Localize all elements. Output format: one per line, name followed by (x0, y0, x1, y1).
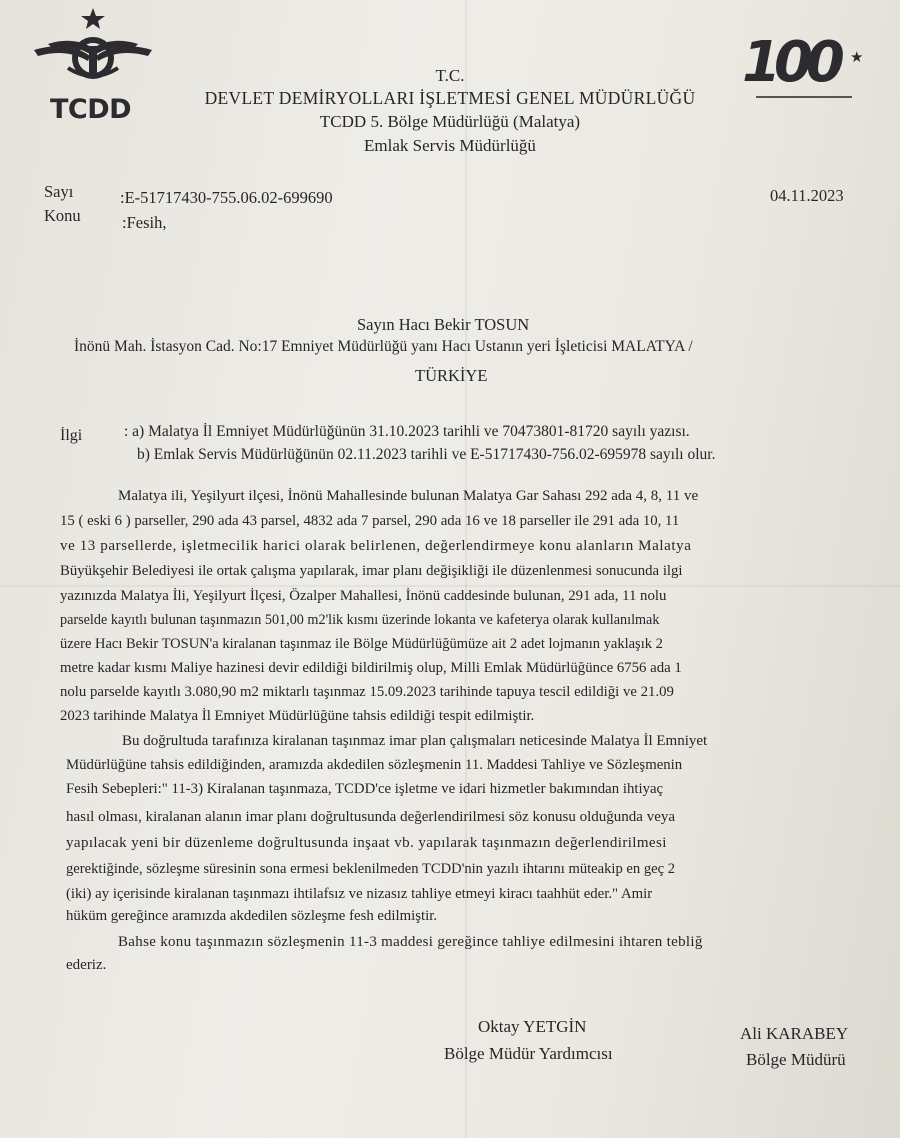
star-icon: ★ (850, 50, 864, 66)
ilgi-item-b: b) Emlak Servis Müdürlüğünün 02.11.2023 tarihli ve E-51717430-756.02-695978 sayılı olur. (137, 446, 716, 463)
paragraph-line: (iki) ay içerisinde kiralanan taşınmazı ihtilafsız ve nizasız tahliye etmeyi kiracı taahhüt eder." Amir (66, 886, 653, 902)
paragraph-line: parselde kayıtlı bulunan taşınmazın 501,00 m2'lik kısmı üzerinde lokanta ve kafeterya olarak kullanılmak (60, 612, 660, 628)
paragraph-line: ve 13 parsellerde, işletmecilik harici olarak belirlenen, değerlendirmeye konu alanların Malatya (60, 538, 692, 554)
paragraph-line: gerektiğinde, sözleşme süresinin sona ermesi beklenilmeden TCDD'nin yazılı ihtarını müteakip en geç 2 (66, 861, 676, 877)
paragraph-line: nolu parselde kayıtlı 3.080,90 m2 miktarlı taşınmaz 15.09.2023 tarihinde tapuya tescil edildiği ve 21.09 (60, 684, 674, 700)
signature-left-title: Bölge Müdür Yardımcısı (444, 1044, 613, 1063)
header-department: Emlak Servis Müdürlüğü (364, 136, 536, 155)
konu-value: :Fesih, (122, 213, 167, 232)
paragraph-line: Bahse konu taşınmazın sözleşmenin 11-3 maddesi gereğince tahliye edilmesini ihtaren tebliğ (118, 934, 703, 950)
tcdd-logo-text: TCDD (50, 94, 132, 125)
sayi-value: :E-51717430-755.06.02-699690 (120, 188, 333, 207)
centennial-logo-icon: 100 (742, 30, 838, 95)
paragraph-line: üzere Hacı Bekir TOSUN'a kiralanan taşınmaz ile Bölge Müdürlüğümüze ait 2 adet lojmanın yaklaşık 2 (60, 636, 663, 652)
konu-label: Konu (44, 206, 81, 225)
paragraph-line: yazınızda Malatya İli, Yeşilyurt İlçesi, Özalper Mahallesi, İnönü caddesinde bulunan, 291 ada, 11 nolu (60, 588, 667, 604)
paragraph-line: Büyükşehir Belediyesi ile ortak çalışma yapılarak, imar planı değişikliği ile düzenlenmesi sonucunda ilgi (60, 563, 683, 579)
paragraph-line: Bu doğrultuda tarafınıza kiralanan taşınmaz imar plan çalışmaları neticesinde Malatya İl Emniyet (122, 733, 708, 749)
header-tc: T.C. (435, 66, 465, 85)
recipient-country: TÜRKİYE (415, 366, 488, 385)
signature-right-name: Ali KARABEY (740, 1024, 849, 1043)
header-region: TCDD 5. Bölge Müdürlüğü (Malatya) (319, 112, 581, 131)
paragraph-line: 2023 tarihinde Malatya İl Emniyet Müdürlüğüne tahsis edildiği tespit edilmiştir. (60, 708, 535, 724)
ilgi-label: İlgi (60, 427, 83, 444)
recipient-name: Sayın Hacı Bekir TOSUN (357, 315, 530, 334)
paragraph-line: hasıl olması, kiralanan alanın imar planı doğrultusunda değerlendirilmesi söz konusu olduğunda veya (66, 809, 676, 825)
recipient-address: İnönü Mah. İstasyon Cad. No:17 Emniyet Müdürlüğü yanı Hacı Ustanın yeri İşleticisi MALATYA / (74, 338, 693, 355)
document-date: 04.11.2023 (770, 186, 844, 205)
paragraph-line: Malatya ili, Yeşilyurt ilçesi, İnönü Mahallesinde bulunan Malatya Gar Sahası 292 ada 4, 8, 11 ve (118, 488, 699, 504)
paragraph-line: metre kadar kısmı Maliye hazinesi devir edildiği bildirilmiş olup, Milli Emlak Müdürlüğünce 6756 ada 1 (60, 660, 682, 676)
paragraph-line: Müdürlüğüne tahsis edildiğinden, aramızda akdedilen sözleşmenin 11. Maddesi Tahliye ve Sözleşmenin (66, 757, 683, 773)
ilgi-item-a: : a) Malatya İl Emniyet Müdürlüğünün 31.10.2023 tarihli ve 70473801-81720 sayılı yazısı. (124, 423, 690, 440)
paper-fold-horizontal (0, 585, 900, 587)
paragraph-line: hüküm gereğince aramızda akdedilen sözleşme fesh edilmiştir. (66, 908, 438, 924)
paragraph-line: Fesih Sebepleri:" 11-3) Kiralanan taşınmaza, TCDD'ce işletme ve idari hizmetler bakımından ihtiyaç (66, 781, 664, 797)
header-institution: DEVLET DEMİRYOLLARI İŞLETMESİ GENEL MÜDÜRLÜĞÜ (204, 88, 696, 108)
signature-right-title: Bölge Müdürü (746, 1050, 846, 1069)
paragraph-line: 15 ( eski 6 ) parseller, 290 ada 43 parsel, 4832 ada 7 parsel, 290 ada 16 ve 18 parseller ile 291 ada 10, 11 (60, 513, 680, 529)
paragraph-line: ederiz. (66, 957, 107, 973)
signature-left-name: Oktay YETGİN (478, 1017, 587, 1036)
sayi-label: Sayı (44, 182, 74, 201)
paragraph-line: yapılacak yeni bir düzenleme doğrultusunda inşaat vb. yapılarak taşınmazın değerlendirilmesi (66, 835, 667, 851)
